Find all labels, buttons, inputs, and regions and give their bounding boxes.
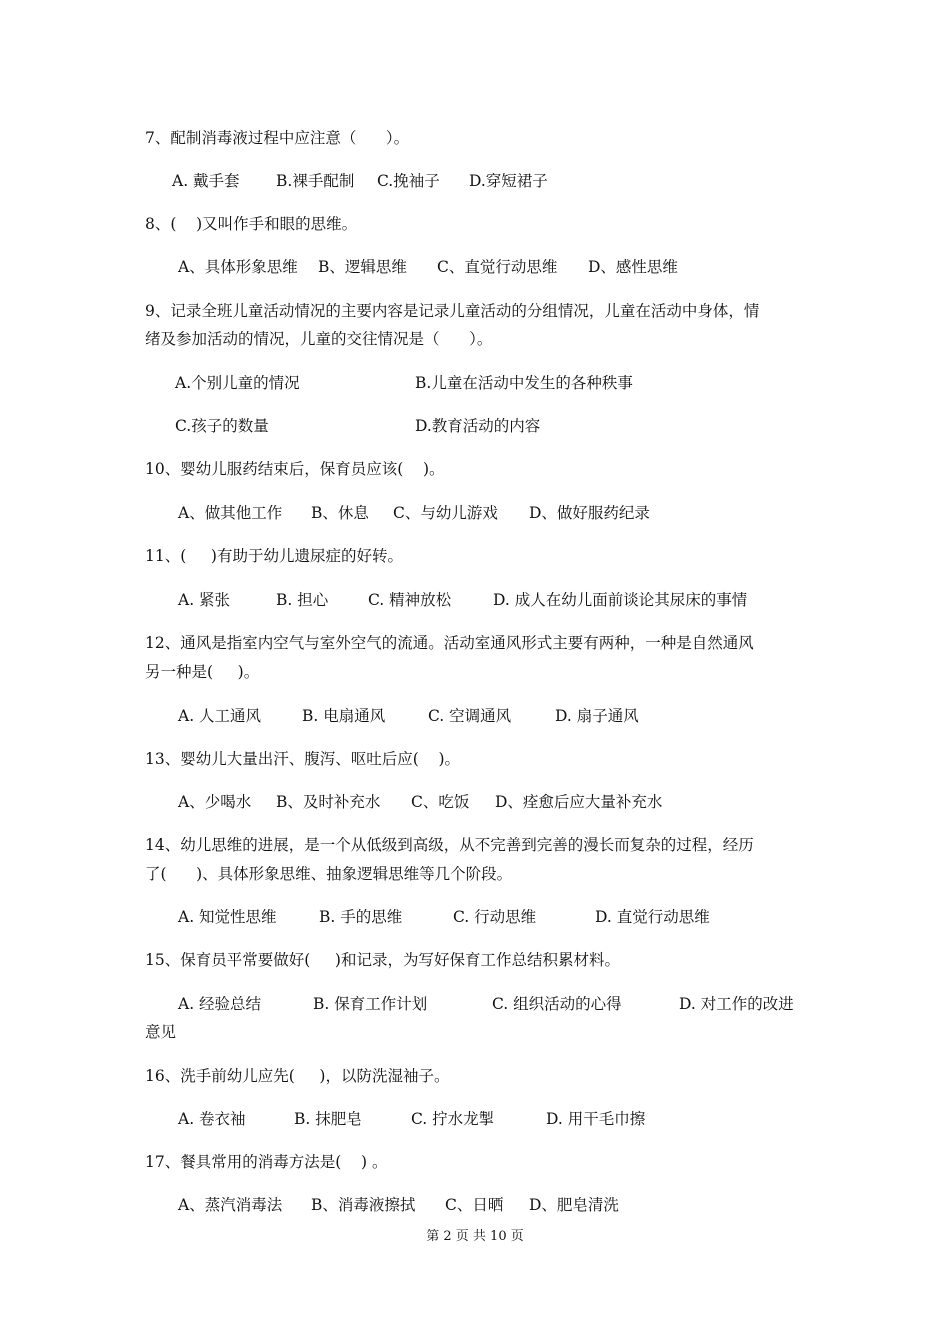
question-15-option-b: B. 保育工作计划 (313, 995, 428, 1013)
question-11-option-b: B. 担心 (276, 591, 329, 609)
question-11-option-d: D. 成人在幼儿面前谈论其尿床的事情 (493, 591, 748, 609)
question-8-option-d: D、感性思维 (588, 258, 678, 276)
question-8-option-c: C、直觉行动思维 (437, 258, 558, 276)
question-8-option-b: B、逻辑思维 (318, 258, 407, 276)
question-7-option-a: A. 戴手套 (172, 172, 240, 190)
question-14-line-2: 了( )、具体形象思维、抽象逻辑思维等几个阶段。 (145, 865, 513, 883)
question-16-option-a: A. 卷衣袖 (178, 1110, 246, 1128)
question-11-text: 11、( )有助于幼儿遗尿症的好转。 (145, 547, 403, 565)
question-12-line-2: 另一种是( )。 (145, 663, 260, 681)
question-15-option-d-wrap: 意见 (145, 1023, 177, 1041)
question-7-text: 7、配制消毒液过程中应注意（ ）。 (145, 129, 410, 147)
question-15-option-a: A. 经验总结 (178, 995, 262, 1013)
question-9-line-2: 绪及参加活动的情况，儿童的交往情况是（ ）。 (145, 330, 493, 348)
question-13-option-d: D、痊愈后应大量补充水 (495, 793, 663, 811)
question-14-line-1: 14、幼儿思维的进展，是一个从低级到高级，从不完善到完善的漫长而复杂的过程，经历 (145, 836, 754, 854)
question-13-option-b: B、及时补充水 (276, 793, 381, 811)
question-16-option-c: C. 拧水龙掣 (411, 1110, 495, 1128)
question-12-option-a: A. 人工通风 (178, 707, 262, 725)
page-number-footer: 第 2 页 共 10 页 (426, 1229, 524, 1244)
question-14-option-c: C. 行动思维 (453, 908, 537, 926)
question-12-line-1: 12、通风是指室内空气与室外空气的流通。活动室通风形式主要有两种，一种是自然通风 (145, 634, 754, 652)
question-12-option-d: D. 扇子通风 (555, 707, 639, 725)
question-11-option-c: C. 精神放松 (368, 591, 452, 609)
question-8-text: 8、( )又叫作手和眼的思维。 (145, 215, 358, 233)
question-12-option-b: B. 电扇通风 (302, 707, 386, 725)
question-16-option-b: B. 抹肥皂 (294, 1110, 362, 1128)
question-17-option-b: B、消毒液擦拭 (311, 1196, 416, 1214)
question-9-option-c: C.孩子的数量 (175, 417, 269, 435)
question-13-option-a: A、少喝水 (178, 793, 252, 811)
question-10-option-b: B、休息 (311, 504, 369, 522)
question-7-option-c: C.挽袖子 (377, 172, 440, 190)
question-14-option-b: B. 手的思维 (319, 908, 403, 926)
question-15-text: 15、保育员平常要做好( )和记录，为写好保育工作总结积累材料。 (145, 951, 620, 969)
question-9-option-d: D.教育活动的内容 (415, 417, 541, 435)
question-7-option-b: B.裸手配制 (276, 172, 355, 190)
question-17-option-d: D、肥皂清洗 (529, 1196, 619, 1214)
question-13-text: 13、婴幼儿大量出汗、腹泻、呕吐后应( )。 (145, 750, 461, 768)
question-17-option-c: C、日晒 (445, 1196, 504, 1214)
question-10-option-c: C、与幼儿游戏 (393, 504, 498, 522)
question-10-option-d: D、做好服药纪录 (529, 504, 650, 522)
question-9-line-1: 9、记录全班儿童活动情况的主要内容是记录儿童活动的分组情况，儿童在活动中身体，情 (145, 302, 760, 320)
question-15-option-c: C. 组织活动的心得 (492, 995, 622, 1013)
question-17-text: 17、餐具常用的消毒方法是( ) 。 (145, 1153, 388, 1171)
question-15-option-d: D. 对工作的改进 (679, 995, 794, 1013)
question-8-option-a: A、具体形象思维 (178, 258, 298, 276)
question-17-option-a: A、蒸汽消毒法 (178, 1196, 283, 1214)
question-16-option-d: D. 用干毛巾擦 (546, 1110, 646, 1128)
question-11-option-a: A. 紧张 (178, 591, 231, 609)
question-9-option-a: A.个别儿童的情况 (175, 374, 300, 392)
question-14-option-a: A. 知觉性思维 (178, 908, 277, 926)
question-13-option-c: C、吃饭 (411, 793, 470, 811)
question-10-text: 10、婴幼儿服药结束后，保育员应该( )。 (145, 460, 445, 478)
question-7-option-d: D.穿短裙子 (469, 172, 548, 190)
question-10-option-a: A、做其他工作 (178, 504, 283, 522)
question-12-option-c: C. 空调通风 (428, 707, 512, 725)
question-14-option-d: D. 直觉行动思维 (595, 908, 710, 926)
question-9-option-b: B.儿童在活动中发生的各种秩事 (415, 374, 633, 392)
question-16-text: 16、洗手前幼儿应先( )，以防洗湿袖子。 (145, 1067, 450, 1085)
